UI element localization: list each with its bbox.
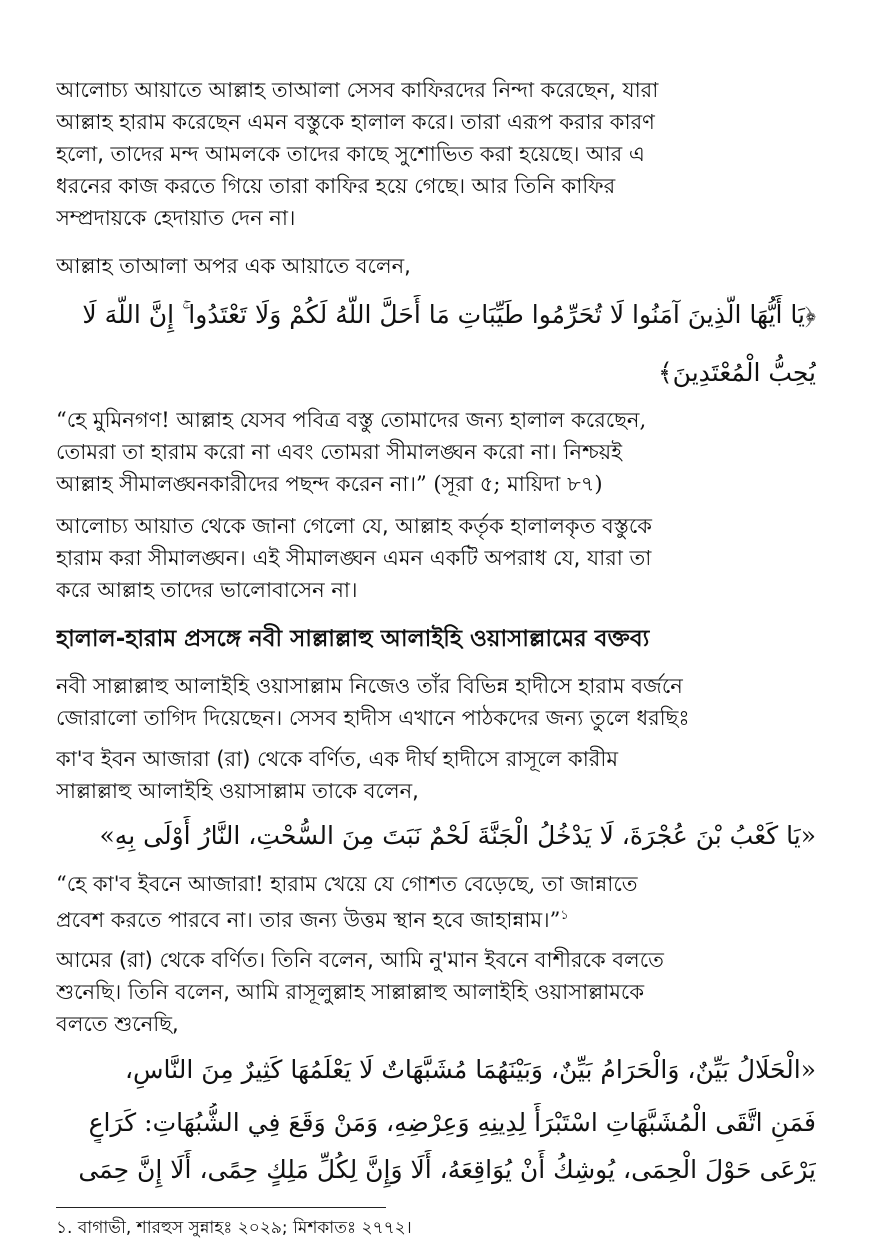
paragraph-intro: আলোচ্য আয়াতে আল্লাহ তাআলা সেসব কাফিরদের নিন্দা করেছেন, যারা আল্লাহ হারাম করেছেন এমন বস্তুকে হালাল করে। তারা এরূপ করার কারণ হলো, তাদের মন্দ আমলকে তাদের কাছে সুশোভিত করা হয়েছে। আর এ ধরনের কাজ করতে গিয়ে তারা কাফির হয়ে গেছে। আর তিনি কাফির সম্প্রদায়কে হেদায়াত দেন না। (56, 78, 659, 230)
arabic-verse-line-2: يُحِبُّ الْمُعْتَدِينَ﴾ (658, 358, 816, 387)
section-heading: হালাল-হারাম প্রসঙ্গে নবী সাল্লাল্লাহু আলাইহি ওয়াসাল্লামের বক্তব্য (56, 626, 650, 652)
paragraph-hadith-intro: নবী সাল্লাল্লাহু আলাইহি ওয়াসাল্লাম নিজেও তাঁর বিভিন্ন হাদীসে হারাম বর্জনে জোরালো তাগিদ দিয়েছেন। সেসব হাদীস এখানে পাঠকদের জন্য তুলে ধরছিঃ (56, 674, 690, 730)
arabic-hadith-line-1: «الْحَلَالُ بَيِّنٌ، وَالْحَرَامُ بَيِّنٌ، وَبَيْنَهُمَا مُشَبَّهَاتٌ لَا يَعْلَمُهَا كَثِيرٌ مِنَ النَّاسِ، (124, 1055, 816, 1084)
paragraph-verse-intro: আল্লাহ তাআলা অপর এক আয়াতে বলেন, (56, 254, 411, 278)
verse-translation: “হে মুমিনগণ! আল্লাহ যেসব পবিত্র বস্তু তোমাদের জন্য হালাল করেছেন, তোমরা তা হারাম করো না এবং তোমরা সীমালঙ্ঘন করো না। নিশ্চয়ই আল্লাহ সীমালঙ্ঘনকারীদের পছন্দ করেন না।” (সূরা ৫; মায়িদা ৮৭) (56, 408, 647, 496)
arabic-hadith-kaab: «يَا كَعْبُ بْنَ عُجْرَةَ، لَا يَدْخُلُ الْجَنَّةَ لَحْمٌ نَبَتَ مِنَ السُّحْتِ، النَّارُ أَوْلَى بِهِ» (99, 821, 816, 850)
arabic-verse-line-1: ﴿يَا أَيُّهَا الَّذِينَ آمَنُوا لَا تُحَرِّمُوا طَيِّبَاتِ مَا أَحَلَّ اللَّهُ لَكُمْ وَلَا تَعْتَدُوا ۚ إِنَّ اللَّهَ لَا (82, 300, 816, 329)
paragraph-kaab-narration: কা'ব ইবন আজারা (রা) থেকে বর্ণিত, এক দীর্ঘ হাদীসে রাসূলে কারীম সাল্লাল্লাহু আলাইহি ওয়াসাল্লাম তাকে বলেন, (56, 747, 619, 803)
arabic-hadith-line-2: فَمَنِ اتَّقَى الْمُشَبَّهَاتِ اسْتَبْرَأَ لِدِينِهِ وَعِرْضِهِ، وَمَنْ وَقَعَ فِي الشُّبُهَاتِ: كَرَاعٍ (88, 1108, 816, 1137)
footnote-divider (56, 1207, 386, 1208)
paragraph-amer-narration: আমের (রা) থেকে বর্ণিত। তিনি বলেন, আমি নু'মান ইবনে বাশীরকে বলতে শুনেছি। তিনি বলেন, আমি রাসূলুল্লাহ সাল্লাল্লাহু আলাইহি ওয়াসাল্লামকে বলতে শুনেছি, (56, 948, 664, 1036)
footnote: ১. বাগাভী, শারহুস সুন্নাহঃ ২০২৯; মিশকাতঃ ২৭৭২। (56, 1218, 412, 1238)
paragraph-explanation: আলোচ্য আয়াত থেকে জানা গেলো যে, আল্লাহ কর্তৃক হালালকৃত বস্তুকে হারাম করা সীমালঙ্ঘন। এই সীমালঙ্ঘন এমন একটি অপরাধ যে, যারা তা করে আল্লাহ তাদের ভালোবাসেন না। (56, 514, 652, 602)
arabic-hadith-line-3: يَرْعَى حَوْلَ الْحِمَى، يُوشِكُ أَنْ يُوَاقِعَهُ، أَلَا وَإِنَّ لِكُلِّ مَلِكٍ حِمًى، أَلَا إِنَّ حِمَى (78, 1155, 816, 1184)
hadith-kaab-translation: “হে কা'ব ইবনে আজারা! হারাম খেয়ে যে গোশত বেড়েছে, তা জান্নাতে প্রবেশ করতে পারবে না। তার জন্য উত্তম স্থান হবে জাহান্নাম।”$^১$ (56, 872, 638, 932)
footnote-marker: ১ (560, 908, 569, 923)
